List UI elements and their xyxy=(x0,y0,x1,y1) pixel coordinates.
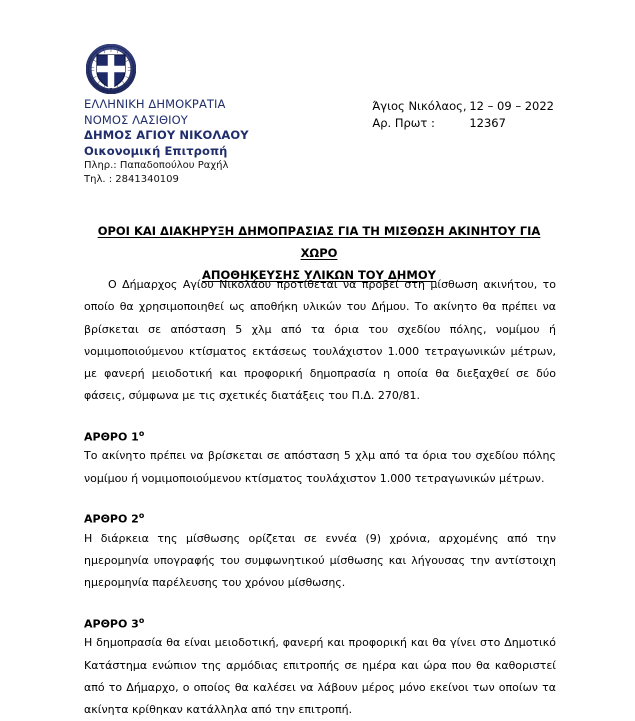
spacer xyxy=(84,490,556,507)
intro-paragraph: Ο Δήμαρχος Αγίου Νικολάου προτίθεται να προβεί στη μίσθωση ακινήτου, το οποίο θα χρησιμοποιηθεί ως αποθήκη υλικών του Δήμου. Το ακίνητο θα πρέπει να βρίσκεται σε απόσταση 5 χλμ από τα όρια του σχεδίου πόλης, νομίμου ή νομιμοποιούμενου κτίσματος εκτάσεως τουλάχιστον 1.000 τετραγωνικών μέτρων, με φανερή μειοδοτική και προφορική δημοπρασία η οποία θα διεξαχθεί σε δύο φάσεις, σύμφωνα με τις σχετικές διατάξεις του Π.Δ. 270/81. xyxy=(84,278,556,403)
place-date-row xyxy=(372,98,554,115)
organization-line-4: Οικονομική Επιτροπή xyxy=(84,143,228,158)
organization-line-2: ΝΟΜΟΣ ΛΑΣΙΘΙΟΥ xyxy=(84,112,188,127)
header-left-block xyxy=(84,44,334,187)
document-body xyxy=(84,274,556,721)
article-text-3: Η δημοπρασία θα είναι μειοδοτική, φανερή και προφορική και θα γίνει στο Δημοτικό Κατάστημα ενώπιον της αρμόδιας επιτροπής σε ημέρα και ώρα που θα καθοριστεί από το Δήμαρχο, ο οποίος θα καλέσει να λάβουν μέρος μόνο εκείνοι των οποίων τα ακίνητα κρίθηκαν κατάλληλα από την επιτροπή. xyxy=(84,636,556,717)
protocol-label: Αρ. Πρωτ : xyxy=(372,116,435,130)
article-heading-1: ΑΡΘΡΟ $1^o$ xyxy=(84,428,145,444)
greek-coat-of-arms-icon xyxy=(86,44,136,94)
document-date: 12 – 09 – 2022 xyxy=(469,99,554,113)
article-text-2: Η διάρκεια της μίσθωσης ορίζεται σε εννέα (9) χρόνια, αρχομένης από την ημερομηνία υπογραφής του συμφωνητικού μίσθωσης και λήγουσας την αντίστοιχη ημερομηνία παρέλευσης του χρόνου μίσθωσης. xyxy=(84,531,556,590)
title-line-1: ΟΡΟΙ ΚΑΙ ΔΙΑΚΗΡΥΞΗ ΔΗΜΟΠΡΑΣΙΑΣ ΓΙΑ ΤΗ ΜΙΣΘΩΣΗ ΑΚΙΝΗΤΟΥ ΓΙΑ ΧΩΡΟ xyxy=(97,224,541,260)
organization-line-3: ΔΗΜΟΣ ΑΓΙΟΥ ΝΙΚΟΛΑΟΥ xyxy=(84,128,249,142)
spacer xyxy=(84,408,556,425)
protocol-row xyxy=(372,115,554,132)
organization-line-1: ΕΛΛΗΝΙΚΗ ΔΗΜΟΚΡΑΤΙΑ xyxy=(84,97,226,111)
protocol-number: 12367 xyxy=(469,116,506,130)
spacer xyxy=(84,595,556,612)
contact-person: Πληρ.: Παπαδοπούλου Ραχήλ xyxy=(84,160,229,171)
article-heading-3: ΑΡΘΡΟ $3^o$ xyxy=(84,615,145,631)
document-header xyxy=(84,44,554,187)
title-line-2: ΑΠΟΘΗΚΕΥΣΗΣ ΥΛΙΚΩΝ ΤΟΥ ΔΗΜΟΥ xyxy=(202,268,436,282)
place-label: Άγιος Νικόλαος, xyxy=(372,99,467,113)
header-row xyxy=(84,44,554,187)
header-right-block xyxy=(372,44,554,132)
article-text-1: Το ακίνητο πρέπει να βρίσκεται σε απόσταση 5 χλμ από τα όρια του σχεδίου πόλης νομίμου ή νομιμοποιούμενου κτίσματος τουλάχιστον 1.000 τετραγωνικών μέτρων. xyxy=(84,449,556,485)
article-heading-2: ΑΡΘΡΟ $2^o$ xyxy=(84,511,145,526)
contact-phone: Τηλ. : 2841340109 xyxy=(84,174,179,185)
